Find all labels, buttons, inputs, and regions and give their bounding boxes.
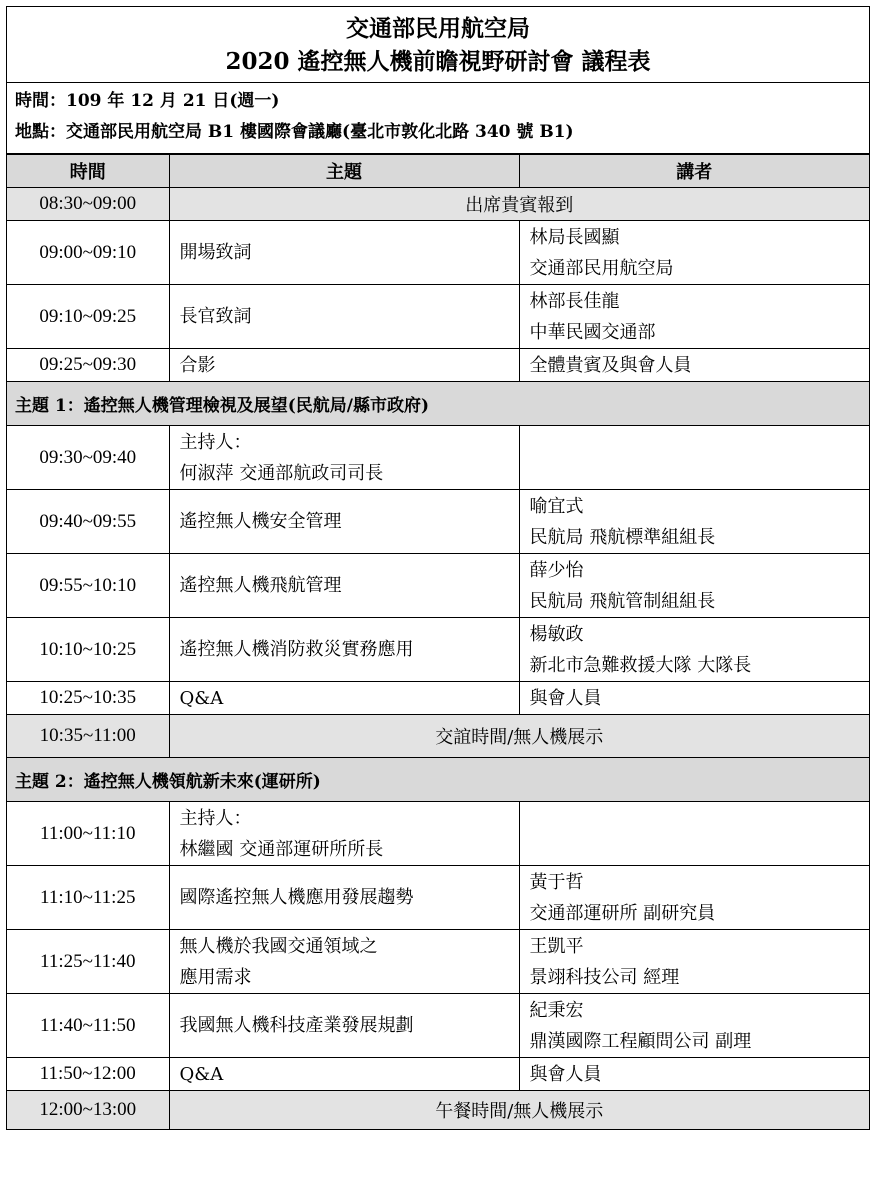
time-cell: 11:50~12:00 (7, 1058, 169, 1091)
topic-cell (169, 866, 519, 930)
topic-line: 何淑萍 交通部航政司司長 (179, 462, 384, 484)
break-description: 午餐時間/無人機展示 (169, 1091, 869, 1130)
topic-cell (169, 682, 519, 715)
time-cell: 09:25~09:30 (7, 349, 169, 382)
column-header-speaker: 講者 (519, 155, 869, 188)
topic-cell (169, 221, 519, 285)
speaker-cell (519, 285, 869, 349)
break-row (7, 1091, 869, 1130)
agenda-table (7, 154, 869, 1129)
time-cell: 09:00~09:10 (7, 221, 169, 285)
section-header-row (7, 758, 869, 802)
topic-line: Q&A (179, 687, 224, 709)
topic-line: 長官致詞 (179, 306, 252, 327)
speaker-cell (519, 1058, 869, 1091)
topic-cell (169, 994, 519, 1058)
time-cell: 09:10~09:25 (7, 285, 169, 349)
speaker-line: 交通部民用航空局 (529, 257, 674, 279)
agenda-row (7, 285, 869, 349)
speaker-line: 全體貴賓及與會人員 (529, 354, 692, 376)
agenda-row (7, 802, 869, 866)
time-cell: 11:25~11:40 (7, 930, 169, 994)
time-cell: 11:40~11:50 (7, 994, 169, 1058)
agenda-row (7, 426, 869, 490)
agenda-row (7, 994, 869, 1058)
speaker-line: 王凱平 (529, 935, 584, 957)
topic-cell (169, 618, 519, 682)
column-header-time: 時間 (7, 155, 169, 188)
topic-cell (169, 930, 519, 994)
speaker-line: 林局長國顯 (529, 226, 620, 248)
speaker-line: 民航局 飛航管制組組長 (529, 590, 716, 612)
speaker-cell (519, 490, 869, 554)
speaker-line: 交通部運研所 副研究員 (529, 902, 716, 924)
topic-cell (169, 426, 519, 490)
topic-cell (169, 349, 519, 382)
speaker-cell (519, 866, 869, 930)
speaker-line: 中華民國交通部 (529, 321, 656, 343)
speaker-cell (519, 426, 869, 490)
speaker-line: 與會人員 (529, 687, 602, 709)
time-cell: 08:30~09:00 (7, 188, 169, 221)
topic-line: 主持人： (179, 431, 252, 453)
topic-line: 開場致詞 (179, 242, 252, 263)
document-title (7, 7, 869, 83)
speaker-cell (519, 221, 869, 285)
agenda-row (7, 490, 869, 554)
event-title: 2020 遙控無人機前瞻視野研討會 議程表 (225, 48, 651, 75)
speaker-line: 民航局 飛航標準組組長 (529, 526, 716, 548)
topic-line: 應用需求 (179, 966, 252, 988)
agenda-row (7, 682, 869, 715)
time-cell: 10:10~10:25 (7, 618, 169, 682)
speaker-cell (519, 618, 869, 682)
agenda-row (7, 1058, 869, 1091)
section-title: 主題 1：遙控無人機管理檢視及展望(民航局/縣市政府) (7, 382, 869, 426)
break-row (7, 715, 869, 758)
time-cell: 11:10~11:25 (7, 866, 169, 930)
break-description: 出席貴賓報到 (169, 188, 869, 221)
topic-line: Q&A (179, 1063, 224, 1085)
topic-cell (169, 490, 519, 554)
speaker-cell (519, 682, 869, 715)
topic-line: 遙控無人機安全管理 (179, 511, 342, 532)
agenda-row (7, 554, 869, 618)
time-cell: 09:55~10:10 (7, 554, 169, 618)
time-cell: 09:40~09:55 (7, 490, 169, 554)
time-cell: 10:35~11:00 (7, 715, 169, 758)
topic-line: 我國無人機科技產業發展規劃 (179, 1015, 414, 1036)
column-header-topic: 主題 (169, 155, 519, 188)
event-date: 時間：109 年 12 月 21 日(週一) (15, 91, 280, 111)
event-info (7, 83, 869, 154)
event-venue: 地點：交通部民用航空局 B1 樓國際會議廳(臺北市敦化北路 340 號 B1) (15, 122, 574, 142)
topic-line: 遙控無人機消防救災實務應用 (179, 639, 414, 660)
time-cell: 11:00~11:10 (7, 802, 169, 866)
time-cell: 12:00~13:00 (7, 1091, 169, 1130)
organizer-title: 交通部民用航空局 (346, 15, 530, 42)
agenda-row (7, 349, 869, 382)
speaker-line: 紀秉宏 (529, 999, 584, 1021)
agenda-row (7, 930, 869, 994)
section-header-row (7, 382, 869, 426)
topic-cell (169, 554, 519, 618)
agenda-document (6, 6, 870, 1130)
section-title: 主題 2：遙控無人機領航新未來(運研所) (7, 758, 869, 802)
topic-cell (169, 802, 519, 866)
speaker-line: 黃于哲 (529, 871, 584, 893)
topic-cell (169, 1058, 519, 1091)
topic-cell (169, 285, 519, 349)
speaker-line: 林部長佳龍 (529, 290, 620, 312)
time-cell: 09:30~09:40 (7, 426, 169, 490)
agenda-body (7, 188, 869, 1130)
agenda-row (7, 618, 869, 682)
speaker-cell (519, 930, 869, 994)
speaker-line: 薛少怡 (529, 559, 584, 581)
speaker-line: 喻宜式 (529, 495, 584, 517)
topic-line: 林繼國 交通部運研所所長 (179, 838, 384, 860)
agenda-row (7, 866, 869, 930)
speaker-cell (519, 554, 869, 618)
speaker-cell (519, 994, 869, 1058)
topic-line: 主持人： (179, 807, 252, 829)
speaker-cell (519, 802, 869, 866)
topic-line: 合影 (179, 354, 216, 376)
break-description: 交誼時間/無人機展示 (169, 715, 869, 758)
table-header-row (7, 155, 869, 188)
speaker-line: 景翊科技公司 經理 (529, 966, 680, 988)
topic-line: 遙控無人機飛航管理 (179, 575, 342, 596)
topic-line: 無人機於我國交通領域之 (179, 935, 378, 957)
agenda-row (7, 221, 869, 285)
time-cell: 10:25~10:35 (7, 682, 169, 715)
topic-line: 國際遙控無人機應用發展趨勢 (179, 887, 414, 908)
break-row (7, 188, 869, 221)
speaker-line: 鼎漢國際工程顧問公司 副理 (529, 1030, 752, 1052)
speaker-line: 新北市急難救援大隊 大隊長 (529, 654, 752, 676)
speaker-line: 楊敏政 (529, 623, 584, 645)
speaker-line: 與會人員 (529, 1063, 602, 1085)
speaker-cell (519, 349, 869, 382)
